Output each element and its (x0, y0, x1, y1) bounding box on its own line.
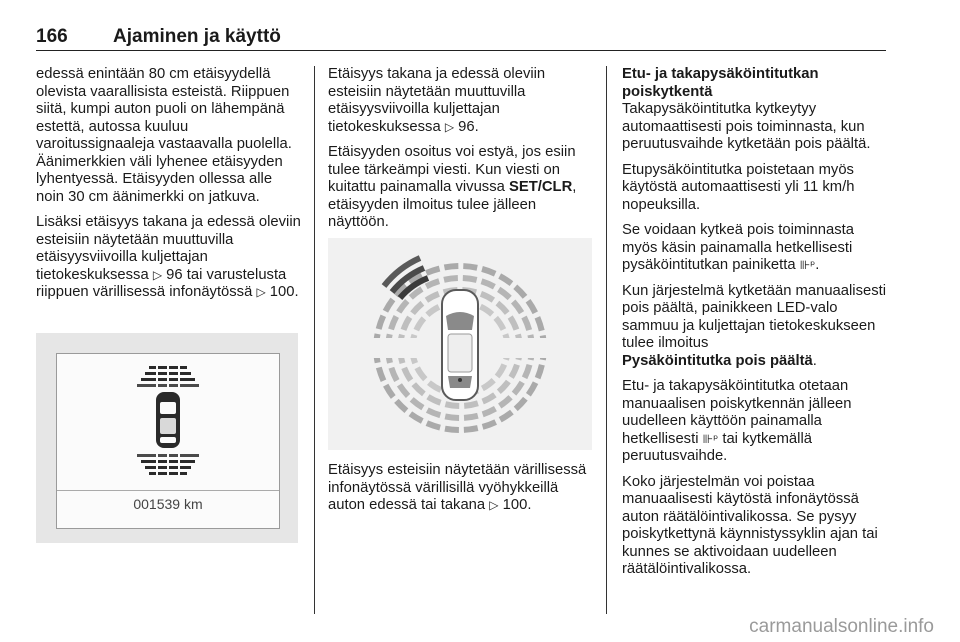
page-number: 166 (36, 26, 68, 47)
paragraph: Koko järjestelmän voi poistaa manuaalisesti käytöstä infonäytössä auton räätälöintivalikossa. Se pysyy poiskytkettynä käynnistyssyklin ajan tai kunnes se aktivoidaan uudelleen räätälöintivalikossa. (622, 473, 878, 577)
page-header (36, 26, 886, 51)
odometer-readout: 001539 km (133, 496, 203, 512)
paragraph: Etäisyys takana ja edessä oleviin esteisiin näytetään muuttuvilla etäisyysviivoilla kuljettajan tietokeskuksessa ▷ 96. (328, 66, 546, 135)
paragraph: edessä enintään 80 cm etäisyydellä olevista vaarallisista esteistä. Riippuen siitä, kumpi auton puoli on lähempänä estettä, autossa kuuluu varoitussignaaleja vastaavalla puolella. Äänimerkkien väli lyhenee etäisyyden lyhentyessä. Etäisyyden ollessa alle noin 30 cm äänimerkki on jatkuva. (36, 66, 292, 205)
page-ref-arrow-icon: ▷ (152, 267, 163, 282)
paragraph: Etu- ja takapysäköintitutka otetaan manuaalisen poiskytkennän jälleen uudelleen käyttöön painamalla hetkellisesti ⊪ᵖ tai kytkemällä peruutusvaihde. (622, 378, 852, 464)
page-title: Ajaminen ja käyttö (113, 26, 281, 47)
paragraph: Takapysäköintitutka kytkeytyy automaattisesti pois toiminnasta, kun peruutusvaihde kytketään pois päältä. (622, 101, 871, 152)
section-heading: Etu- ja takapysäköintitutkan poiskytkentä (622, 66, 819, 100)
page-ref-arrow-icon: ▷ (444, 119, 455, 134)
parking-sensor-icon (57, 354, 279, 488)
column-2-bottom (328, 462, 594, 523)
paragraph: Etäisyyden osoitus voi estyä, jos esiin tulee tärkeämpi viesti. Kun viesti on kuitattu painamalla vivussa SET/CLR, etäisyyden ilmoitus tulee jälleen näyttöön. (328, 144, 577, 230)
page-ref-arrow-icon: ▷ (256, 285, 266, 299)
page-ref-link[interactable]: 100. (502, 497, 532, 513)
display-screen (56, 353, 280, 529)
page-ref-link[interactable]: 96 (166, 266, 183, 283)
watermark: carmanualsonline.info (749, 616, 934, 637)
paragraph: Etäisyys esteisiin näytetään värillisessä infonäytössä värillisillä vyöhykkeillä auton edessä tai takana ▷ 100. (328, 462, 587, 513)
column-2 (328, 66, 594, 240)
parking-zones-icon (328, 238, 592, 450)
page-ref-arrow-icon: ▷ (489, 498, 499, 512)
parking-sensor-button-icon: ⊪ᵖ (799, 258, 816, 272)
paragraph: Se voidaan kytkeä pois toiminnasta myös käsin painamalla hetkellisesti pysäköintitutkan painiketta ⊪ᵖ. (622, 222, 854, 273)
paragraph: Etupysäköintitutka poistetaan myös käytöstä automaattisesti yli 11 km/h nopeuksilla. (622, 161, 855, 213)
figure-color-zones (328, 238, 592, 450)
column-3 (622, 66, 890, 587)
page-ref-link[interactable]: 100. (269, 284, 299, 300)
figure-info-display (36, 333, 298, 543)
paragraph: Kun järjestelmä kytketään manuaalisesti pois päältä, painikkeen LED-valo sammuu ja kuljettajan tietokeskukseen tulee ilmoitus Pysäköintitutka pois päältä. (622, 282, 887, 369)
column-divider-1 (314, 66, 315, 614)
message-label: Pysäköintitutka pois päältä (622, 352, 813, 369)
column-divider-2 (606, 66, 607, 614)
parking-sensor-button-icon: ⊪ᵖ (702, 431, 719, 446)
page-ref-link[interactable]: 96. (458, 118, 479, 135)
set-clr-label: SET/CLR (508, 179, 573, 195)
display-divider (57, 490, 279, 491)
column-1 (36, 66, 302, 310)
paragraph: Lisäksi etäisyys takana ja edessä oleviin esteisiin näytetään muuttuvilla etäisyysviivoilla kuljettajan tietokeskuksessa ▷ 96 tai varustelusta riippuen värillisessä infonäytössä ▷ 100. (36, 214, 301, 300)
